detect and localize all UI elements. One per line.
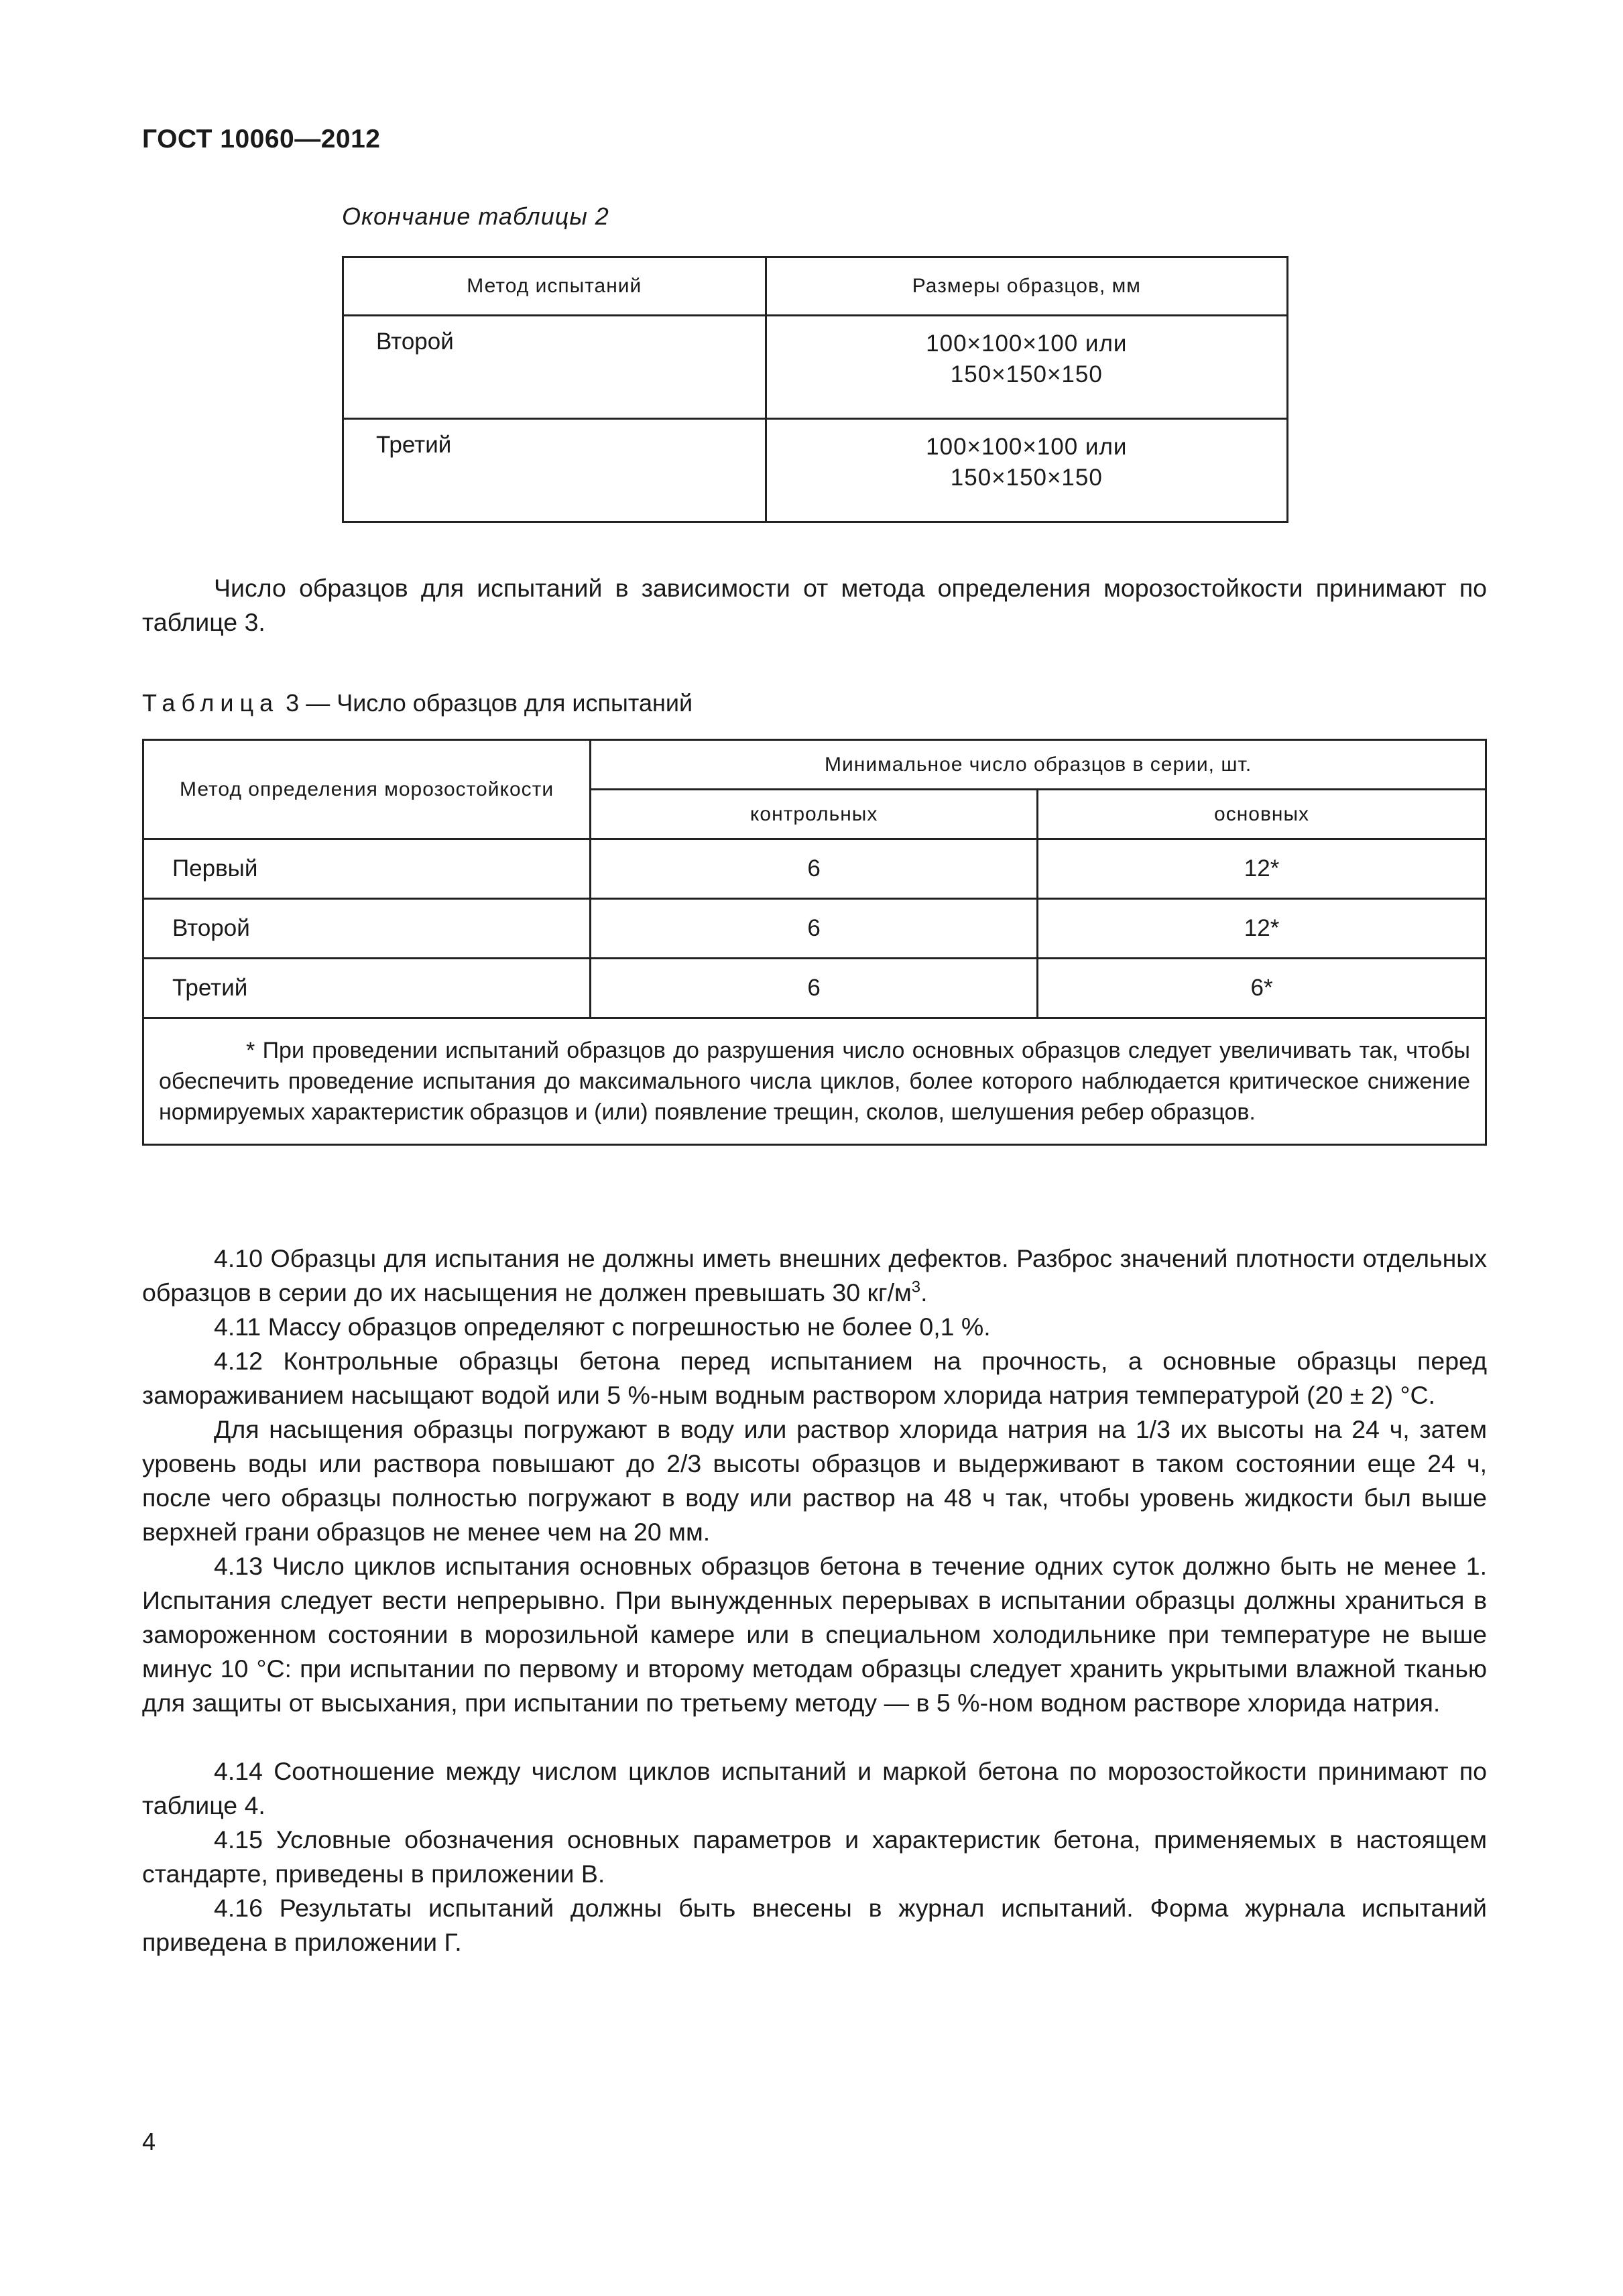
table3-title-text: — Число образцов для испытаний xyxy=(299,689,693,717)
document-header: ГОСТ 10060—2012 xyxy=(142,125,381,154)
size-line: 150×150×150 xyxy=(950,361,1103,387)
table2-header-row xyxy=(343,257,1288,316)
clause-4-15: 4.15 Условные обозначения основных параметров и характеристик бетона, применяемых в настоящем стандарте, приведены в приложении В. xyxy=(142,1825,1487,1888)
table-row xyxy=(343,419,1288,522)
table2-header-method: Метод испытаний xyxy=(343,257,766,316)
clause-4-16: 4.16 Результаты испытаний должны быть внесены в журнал испытаний. Форма журнала испытаний приведена в приложении Г. xyxy=(142,1894,1487,1956)
table2-method-cell: Третий xyxy=(343,419,766,522)
table3-title-prefix: Таблица xyxy=(142,689,280,717)
clause-4-10-end: . xyxy=(920,1278,928,1307)
table3-header-method: Метод определения морозостойкости xyxy=(143,740,591,839)
clause-4-10 xyxy=(142,1242,1487,1310)
table3-title-number: 3 xyxy=(286,689,300,717)
table3-method-cell: Второй xyxy=(143,899,591,959)
clause-4-11: 4.11 Массу образцов определяют с погрешностью не более 0,1 %. xyxy=(214,1313,991,1341)
table2-size-cell xyxy=(766,419,1287,522)
table3-header-min: Минимальное число образцов в серии, шт. xyxy=(591,740,1486,790)
clause-4-14: 4.14 Соотношение между числом циклов испытаний и маркой бетона по морозостойкости принимают по таблице 4. xyxy=(142,1757,1487,1819)
table3-control-cell: 6 xyxy=(591,959,1038,1018)
clause-4-13: 4.13 Число циклов испытания основных образцов бетона в течение одних суток должно быть не менее 1. Испытания следует вести непрерывно. При вынужденных перерывах в испытании образцы должны храниться в замороженном состоянии в морозильной камере или в специальном холодильнике при температуре не выше минус 10 °С: при испытании по первому и второму методам образцы следует хранить укрытыми влажной тканью для защиты от высыхания, при испытании по третьему методу — в 5 %-ном водном растворе хлорида натрия. xyxy=(142,1552,1487,1717)
size-line: 100×100×100 или xyxy=(926,330,1128,357)
size-line: 150×150×150 xyxy=(950,465,1103,491)
clause-4-12: 4.12 Контрольные образцы бетона перед испытанием на прочность, а основные образцы перед замораживанием насыщают водой или 5 %-ным водным раствором хлорида натрия температурой (20 ± 2) °С. xyxy=(142,1347,1487,1409)
page-number: 4 xyxy=(142,2128,156,2155)
table2-caption: Окончание таблицы 2 xyxy=(342,202,609,230)
table3-method-cell: Третий xyxy=(143,959,591,1018)
clause-4-12-continuation: Для насыщения образцы погружают в воду или раствор хлорида натрия на 1/3 их высоты на 24 ч, затем уровень воды или раствора повышают до 2/3 высоты образцов и выдерживают в таком состоянии еще 24 ч, после чего образцы полностью погружают в воду или раствор на 48 ч так, чтобы уровень жидкости был выше верхней грани образцов не менее чем на 20 мм. xyxy=(142,1415,1487,1546)
table3-header-main: основных xyxy=(1038,790,1486,839)
clause-4-10-text: 4.10 Образцы для испытания не должны иметь внешних дефектов. Разброс значений плотности отдельных образцов в серии до их насыщения не должен превышать 30 кг/м xyxy=(142,1244,1487,1307)
table2-header-size: Размеры образцов, мм xyxy=(766,257,1287,316)
intro-paragraph: Число образцов для испытаний в зависимости от метода определения морозостойкости принимают по таблице 3. xyxy=(142,574,1487,636)
table-row xyxy=(143,899,1486,959)
table3-main-cell: 12* xyxy=(1038,839,1486,899)
table3-method-cell: Первый xyxy=(143,839,591,899)
table3-control-cell: 6 xyxy=(591,899,1038,959)
table3-header-row xyxy=(143,740,1486,790)
superscript: 3 xyxy=(911,1278,921,1296)
table3-main-cell: 6* xyxy=(1038,959,1486,1018)
table3-title xyxy=(142,689,693,717)
table-row xyxy=(143,839,1486,899)
table-row xyxy=(143,959,1486,1018)
table-2 xyxy=(342,256,1288,523)
table3-note-row xyxy=(143,1018,1486,1145)
table-3 xyxy=(142,739,1487,1146)
table3-footnote xyxy=(143,1018,1486,1145)
size-line: 100×100×100 или xyxy=(926,434,1128,460)
table3-main-cell: 12* xyxy=(1038,899,1486,959)
table3-control-cell: 6 xyxy=(591,839,1038,899)
table-row xyxy=(343,316,1288,419)
table2-method-cell: Второй xyxy=(343,316,766,419)
table2-size-cell xyxy=(766,316,1287,419)
footnote-text: * При проведении испытаний образцов до разрушения число основных образцов следует увеличивать так, чтобы обеспечить проведение испытания до максимального числа циклов, более которого наблюдается критическое снижение нормируемых характеристик образцов и (или) появление трещин, сколов, шелушения ребер образцов. xyxy=(159,1038,1470,1125)
table3-header-control: контрольных xyxy=(591,790,1038,839)
